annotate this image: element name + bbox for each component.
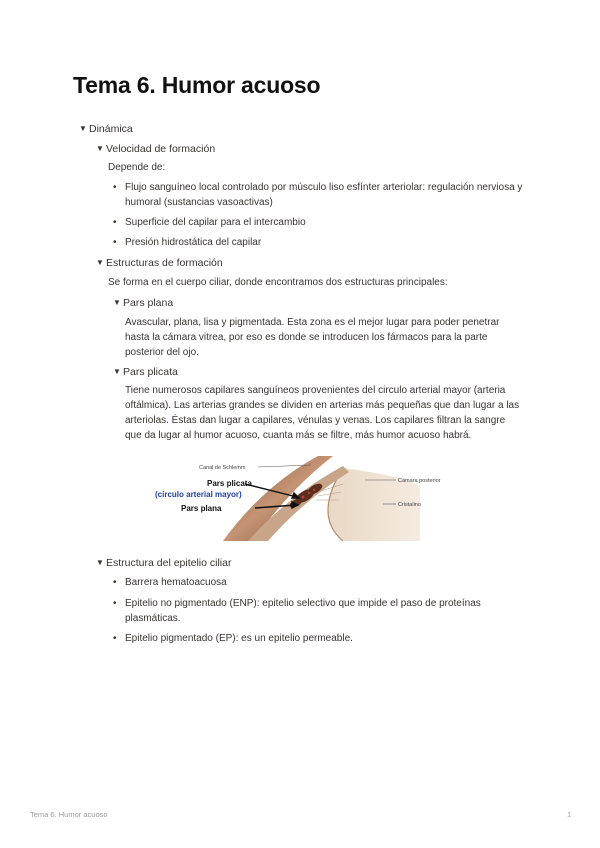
list-item: • Superficie del capilar para el intercambio — [113, 217, 306, 228]
toggle-dinamica[interactable] — [79, 122, 133, 136]
triangle-down-icon: ▼ — [96, 558, 104, 567]
paragraph: Avascular, plana, lisa y pigmentada. Esta zona es el mejor lugar para poder penetrar hasta la cámara vitrea, por eso es donde se introducen los fármacos para la parte posterior del ojo. — [125, 317, 500, 358]
bullet-dot-icon: • — [113, 577, 117, 588]
page-title: Tema 6. Humor acuoso — [73, 72, 321, 98]
toggle-label: Estructuras de formación — [106, 257, 223, 269]
label-pars-plana: Pars plana — [181, 504, 222, 513]
bullet-dot-icon: • — [113, 182, 117, 193]
list-item: • Flujo sanguíneo local controlado por músculo liso esfínter arteriolar: regulación nerviosa y humoral (sustancias vasoactivas) — [113, 182, 523, 208]
toggle-label: Estructura del epitelio ciliar — [106, 557, 232, 569]
toggle-estructuras[interactable] — [96, 256, 223, 270]
toggle-epitelio[interactable] — [96, 556, 231, 570]
paragraph: Se forma en el cuerpo ciliar, donde encontramos dos estructuras principales: — [108, 277, 448, 288]
triangle-down-icon: ▼ — [113, 298, 121, 307]
toggle-label: Velocidad de formación — [106, 143, 216, 155]
list-item: • Epitelio no pigmentado (ENP): epitelio selectivo que impide el paso de proteínas plasmáticas. — [113, 598, 481, 624]
triangle-down-icon: ▼ — [96, 258, 104, 267]
toggle-pars-plicata[interactable] — [113, 365, 178, 379]
page-number: 1 — [567, 810, 572, 819]
label-pars-plicata: Pars plicata — [207, 479, 252, 488]
bullet-dot-icon: • — [113, 598, 117, 609]
triangle-down-icon: ▼ — [79, 124, 87, 133]
paragraph: Depende de: — [108, 162, 166, 173]
label-cristalino: Cristalino — [398, 502, 421, 508]
list-item: • Presión hidrostática del capilar — [113, 237, 262, 248]
paragraph: Tiene numerosos capilares sanguíneos provenientes del circulo arterial mayor (arteria oftálmica). Las arterias grandes se dividen en arterias más pequeñas que dan lugar a las arteriolas. Éstas dan lugar a capilares, vénulas y venas. Los capilares filtran la sangre que da lugar al humor acuoso, cuanta más se filtre, más humor acuoso habrá. — [125, 385, 520, 441]
list-item: • Epitelio pigmentado (EP): es un epitelio permeable. — [113, 633, 353, 644]
bullet-dot-icon: • — [113, 633, 117, 644]
ciliary-body-figure — [155, 456, 441, 541]
triangle-down-icon: ▼ — [113, 367, 121, 376]
toggle-label: Pars plicata — [123, 366, 178, 378]
label-canal-schlemm: Canal de Schlemm — [199, 465, 246, 471]
toggle-pars-plana[interactable] — [113, 296, 173, 310]
label-circulo-arterial: (circulo arterial mayor) — [155, 490, 242, 499]
label-camara-posterior: Cámara posterior — [398, 478, 441, 484]
bullet-dot-icon: • — [113, 237, 117, 248]
toggle-label: Dinámica — [89, 123, 133, 135]
triangle-down-icon: ▼ — [96, 144, 104, 153]
bullet-dot-icon: • — [113, 217, 117, 228]
footer-title: Tema 6. Humor acuoso — [30, 810, 108, 819]
toggle-velocidad[interactable] — [96, 142, 215, 156]
toggle-label: Pars plana — [123, 297, 174, 309]
list-item: • Barrera hematoacuosa — [113, 577, 227, 588]
